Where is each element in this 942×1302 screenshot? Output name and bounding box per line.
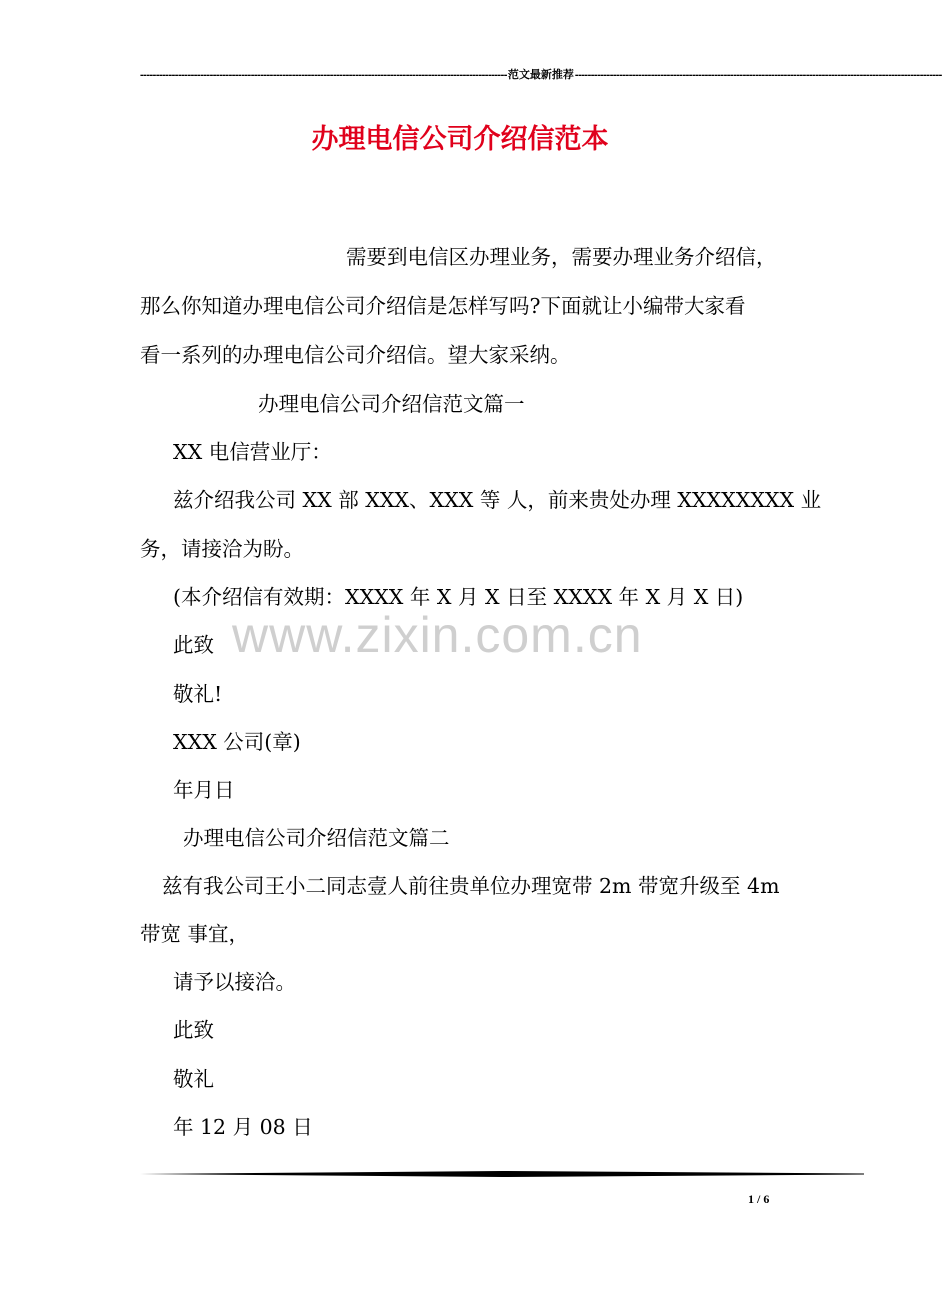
intro-line-1: 需要到电信区办理业务，需要办理业务介绍信， <box>346 245 777 269</box>
letter2-body-line-1: 兹有我公司王小二同志壹人前往贵单位办理宽带 2m 带宽升级至 4m <box>162 874 780 898</box>
letter2-heading: 办理电信公司介绍信范文篇二 <box>183 826 450 850</box>
letter1-heading: 办理电信公司介绍信范文篇一 <box>258 392 525 416</box>
letter2-request: 请予以接洽。 <box>173 970 296 994</box>
letter2-closing-2: 敬礼 <box>173 1067 214 1091</box>
letter2-date: 年 12 月 08 日 <box>173 1115 313 1139</box>
letter1-validity: (本介绍信有效期：XXXX 年 X 月 X 日至 XXXX 年 X 月 X 日) <box>173 585 744 609</box>
page-header <box>140 68 942 82</box>
intro-line-3: 看一系列的办理电信公司介绍信。望大家采纳。 <box>140 343 571 367</box>
letter1-salutation: XX 电信营业厅： <box>173 440 332 464</box>
letter1-closing-2: 敬礼! <box>173 682 223 706</box>
header-label: 范文最新推荐 <box>507 69 574 81</box>
intro-line-2: 那么你知道办理电信公司介绍信是怎样写吗?下面就让小编带大家看 <box>140 294 746 318</box>
letter1-signature: XXX 公司(章) <box>173 730 301 754</box>
footer-rule <box>140 1168 864 1180</box>
header-dash-left: -------------------------------------------------------------------------------------------------------------------- <box>140 69 507 81</box>
letter1-body-line-2: 务，请接洽为盼。 <box>140 537 304 561</box>
letter1-date: 年月日 <box>173 778 235 802</box>
letter1-body-line-1: 兹介绍我公司 XX 部 XXX、XXX 等 人，前来贵处办理 XXXXXXXX 业 <box>173 488 822 512</box>
letter2-body-line-2: 带宽 事宜， <box>140 922 250 946</box>
watermark: www.zixin.com.cn <box>232 607 643 663</box>
page-number: 1 / 6 <box>748 1192 770 1206</box>
letter2-closing-1: 此致 <box>173 1018 214 1042</box>
document-title: 办理电信公司介绍信范本 <box>311 124 609 155</box>
header-dash-right: -------------------------------------------------------------------------------------------------------------------- <box>574 69 942 81</box>
letter1-closing-1: 此致 <box>173 633 214 657</box>
